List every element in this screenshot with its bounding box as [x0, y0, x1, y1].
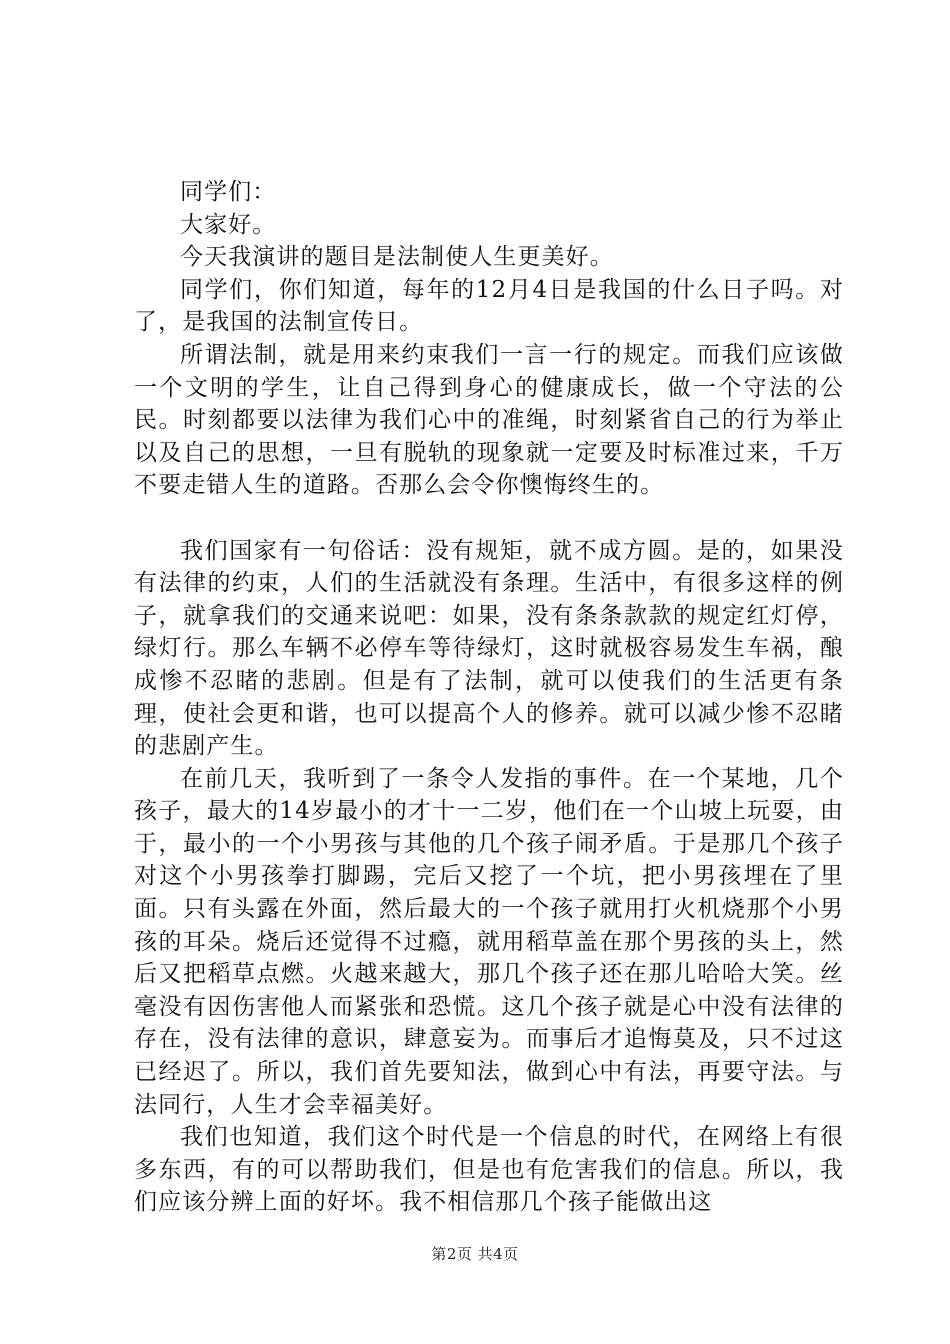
paragraph-incident: 在前几天，我听到了一条令人发指的事件。在一个某地，几个孩子，最大的14岁最小的才十一二岁，他们在一个山坡上玩耍，由于，最小的一个小男孩与其他的几个孩子闹矛盾。于是那几个孩子对这个小男孩拳打脚踢，完后又挖了一个坑，把小男孩埋在了里面。只有头露在外面，然后最大的一个孩子就用打火机烧那个小男孩的耳朵。烧后还觉得不过瘾，就用稻草盖在那个男孩的头上，然后又把稻草点燃。火越来越大，那几个孩子还在那儿哈哈大笑。丝毫没有因伤害他人而紧张和恐慌。这几个孩子就是心中没有法律的存在，没有法律的意识，肆意妄为。而事后才追悔莫及，只不过这已经迟了。所以，我们首先要知法，做到心中有法，再要守法。与法同行，人生才会幸福美好。 [134, 765, 844, 1118]
paragraph-proverb: 我们国家有一句俗话：没有规矩，就不成方圆。是的，如果没有法律的约束，人们的生活就没有条理。生活中，有很多这样的例子，就拿我们的交通来说吧：如果，没有条条款款的规定红灯停，绿灯行。那么车辆不必停车等待绿灯，这时就极容易发生车祸，酿成惨不忍睹的悲剧。但是有了法制，就可以使我们的生活更有条理，使社会更和谐，也可以提高个人的修养。就可以减少惨不忍睹的悲剧产生。 [134, 537, 844, 760]
paragraph-information-age: 我们也知道，我们这个时代是一个信息的时代，在网络上有很多东西，有的可以帮助我们，但是也有危害我们的信息。所以，我们应该分辨上面的好坏。我不相信那几个孩子能做出这 [134, 1124, 844, 1216]
page-footer: 第2页 共4页 [431, 1245, 519, 1263]
document-body [134, 176, 844, 1219]
paragraph-greeting: 同学们： [180, 179, 277, 205]
paragraph-hello: 大家好。 [180, 211, 277, 238]
paragraph-legal-day: 同学们，你们知道，每年的12月4日是我国的什么日子吗。对了，是我国的法制宣传日。 [134, 276, 844, 336]
paragraph-legal-definition: 所谓法制，就是用来约束我们一言一行的规定。而我们应该做一个文明的学生，让自己得到身心的健康成长，做一个守法的公民。时刻都要以法律为我们心中的准绳，时刻紧省自己的行为举止以及自己的思想，一旦有脱轨的现象就一定要及时标准过来，千万不要走错人生的道路。否那么会令你懊悔终生的。 [134, 341, 844, 499]
paragraph-topic: 今天我演讲的题目是法制使人生更美好。 [180, 244, 614, 271]
